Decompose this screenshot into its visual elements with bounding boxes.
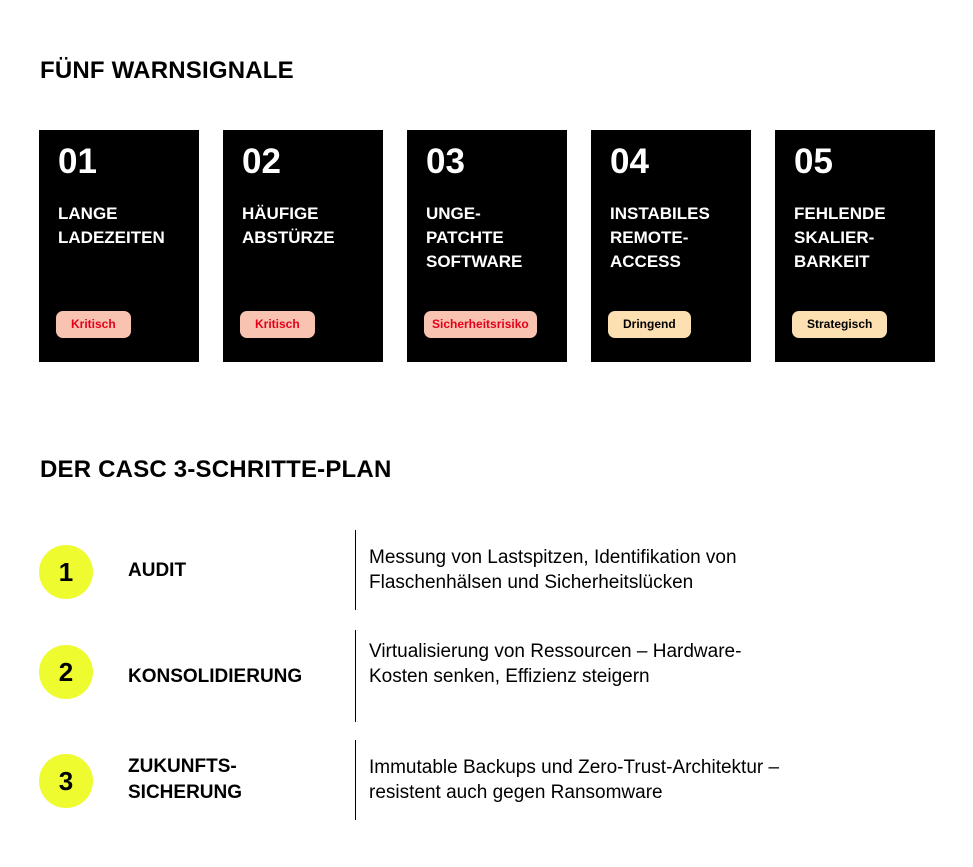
- status-badge: Strategisch: [792, 311, 887, 338]
- status-badge: Sicherheitsrisiko: [424, 311, 537, 338]
- warning-card-03: [407, 130, 567, 362]
- card-number: 01: [58, 142, 97, 181]
- step-divider: [355, 530, 356, 610]
- card-title: HÄUFIGE ABSTÜRZE: [242, 204, 335, 247]
- warning-card-04: [591, 130, 751, 362]
- step-number-badge: 1: [39, 545, 93, 599]
- step-title: KONSOLIDIERUNG: [128, 666, 303, 687]
- step-description: Immutable Backups und Zero-Trust-Architektur – resistent auch gegen Ransomware: [369, 757, 780, 803]
- card-number: 04: [610, 142, 649, 181]
- card-number: 05: [794, 142, 833, 181]
- warning-card-01: [39, 130, 199, 362]
- status-badge: Dringend: [608, 311, 691, 338]
- step-title: AUDIT: [128, 560, 187, 581]
- plan-heading: DER CASC 3-SCHRITTE-PLAN: [40, 456, 392, 483]
- step-number-badge: 2: [39, 645, 93, 699]
- card-title: LANGE LADEZEITEN: [58, 204, 165, 247]
- warning-card-05: [775, 130, 935, 362]
- step-divider: [355, 740, 356, 820]
- status-badge: Kritisch: [240, 311, 315, 338]
- step-number-badge: 3: [39, 754, 93, 808]
- step-description: Messung von Lastspitzen, Identifikation von Flaschenhälsen und Sicherheitslücken: [369, 547, 737, 593]
- step-divider: [355, 630, 356, 722]
- card-title: UNGE- PATCHTE SOFTWARE: [426, 204, 523, 271]
- warnings-heading: FÜNF WARNSIGNALE: [40, 57, 294, 84]
- card-number: 02: [242, 142, 281, 181]
- warning-card-02: [223, 130, 383, 362]
- step-title: ZUKUNFTS- SICHERUNG: [128, 756, 243, 803]
- card-number: 03: [426, 142, 465, 181]
- step-description: Virtualisierung von Ressourcen – Hardware-Kosten senken, Effizienz steigern: [369, 641, 742, 687]
- status-badge: Kritisch: [56, 311, 131, 338]
- card-title: FEHLENDE SKALIER- BARKEIT: [794, 204, 886, 271]
- card-title: INSTABILES REMOTE- ACCESS: [610, 204, 710, 271]
